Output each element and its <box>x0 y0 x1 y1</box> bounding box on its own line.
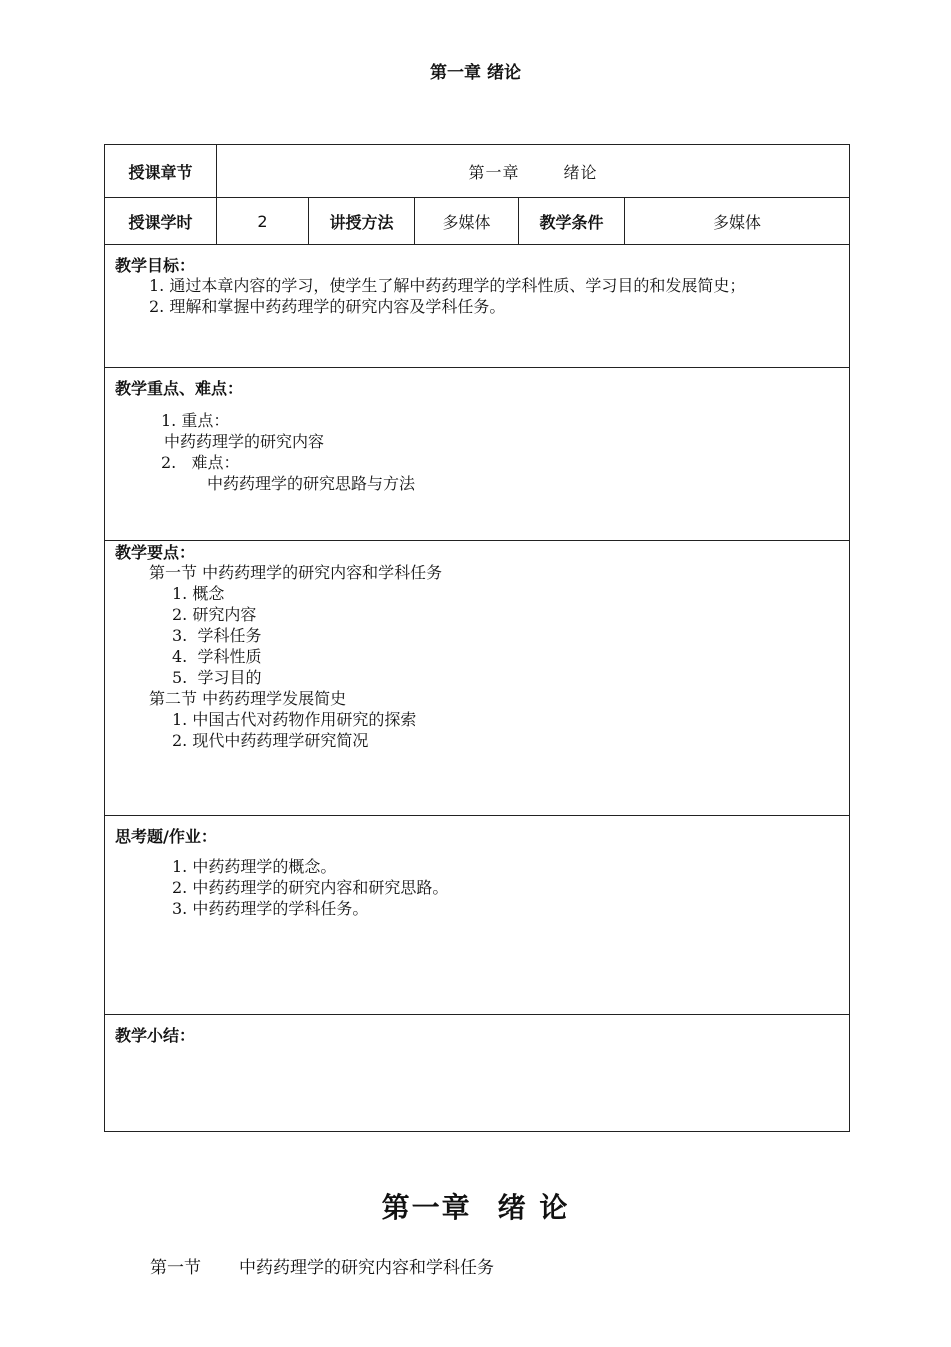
hours-label: 授课学时 <box>105 198 217 245</box>
objective-item: 1. 通过本章内容的学习，使学生了解中药药理学的学科性质、学习目的和发展简史； <box>149 276 746 295</box>
chapter-title: 绪论 <box>563 162 598 182</box>
main-heading-number: 第一章 <box>381 1191 472 1224</box>
keypoint-line: 中药药理学的研究内容 <box>164 432 325 451</box>
homework-title: 思考题/作业： <box>115 827 217 846</box>
keypoints-section <box>105 368 849 540</box>
main-heading-title: 绪 论 <box>497 1191 570 1224</box>
objectives-title: 教学目标： <box>115 256 196 275</box>
outline-line: 3. 学科任务 <box>172 626 262 645</box>
keypoints-title: 教学重点、难点： <box>115 379 244 398</box>
section-title: 中药药理学的研究内容和学科任务 <box>239 1258 494 1278</box>
summary-row <box>105 1015 850 1132</box>
outline-section <box>105 541 849 815</box>
homework-item: 1. 中药药理学的概念。 <box>172 857 337 876</box>
hours-row <box>105 198 850 245</box>
section-number: 第一节 <box>150 1258 201 1278</box>
hours-value: 2 <box>217 198 309 245</box>
homework-section <box>105 816 849 1014</box>
chapter-label: 授课章节 <box>105 145 217 198</box>
method-value: 多媒体 <box>415 198 519 245</box>
outline-line: 第一节 中药药理学的研究内容和学科任务 <box>149 563 443 582</box>
objectives-row <box>105 245 850 368</box>
outline-body <box>115 562 839 751</box>
section-heading <box>150 1253 494 1278</box>
keypoint-line: 1. 重点： <box>161 411 230 430</box>
outline-title: 教学要点： <box>115 543 196 562</box>
outline-line: 2. 现代中药药理学研究简况 <box>172 731 369 750</box>
outline-line: 1. 概念 <box>172 584 225 603</box>
page-header: 第一章 绪论 <box>430 63 521 83</box>
outline-row <box>105 541 850 816</box>
outline-line: 4. 学科性质 <box>172 647 262 666</box>
outline-line: 第二节 中药药理学发展简史 <box>149 689 347 708</box>
chapter-row <box>105 145 850 198</box>
outline-line: 2. 研究内容 <box>172 605 257 624</box>
chapter-value <box>217 145 850 198</box>
summary-title: 教学小结： <box>115 1026 196 1045</box>
lesson-plan-table <box>104 144 850 1132</box>
keypoint-line: 2. 难点： <box>161 453 240 472</box>
keypoints-row <box>105 368 850 541</box>
outline-line: 1. 中国古代对药物作用研究的探索 <box>172 710 417 729</box>
homework-row <box>105 816 850 1015</box>
objectives-body <box>115 275 839 317</box>
outline-line: 5. 学习目的 <box>172 668 262 687</box>
objective-item: 2. 理解和掌握中药药理学的研究内容及学科任务。 <box>149 297 506 316</box>
chapter-number: 第一章 <box>468 162 520 182</box>
summary-section <box>105 1015 849 1131</box>
homework-item: 3. 中药药理学的学科任务。 <box>172 899 369 918</box>
condition-value: 多媒体 <box>625 198 850 245</box>
method-label: 讲授方法 <box>309 198 415 245</box>
keypoint-line: 中药药理学的研究思路与方法 <box>207 474 416 493</box>
homework-body <box>115 856 839 919</box>
condition-label: 教学条件 <box>519 198 625 245</box>
homework-item: 2. 中药药理学的研究内容和研究思路。 <box>172 878 449 897</box>
main-heading <box>0 1186 951 1226</box>
keypoints-body <box>115 410 839 494</box>
objectives-section <box>105 245 849 367</box>
